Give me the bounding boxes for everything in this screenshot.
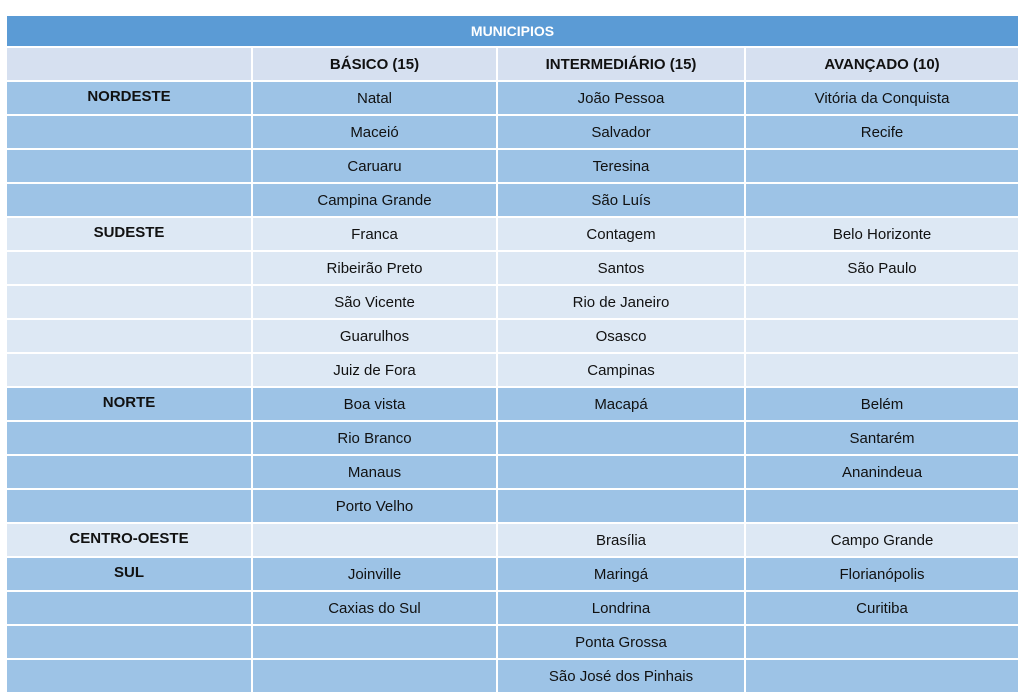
intermediario-cell: [497, 421, 745, 455]
table-row: [6, 251, 1019, 285]
basico-cell: Caruaru: [252, 149, 497, 183]
table-row: [6, 557, 1019, 591]
basico-cell: São Vicente: [252, 285, 497, 319]
table-row: [6, 489, 1019, 523]
intermediario-cell: Salvador: [497, 115, 745, 149]
intermediario-cell: Teresina: [497, 149, 745, 183]
intermediario-cell: Rio de Janeiro: [497, 285, 745, 319]
basico-cell: Ribeirão Preto: [252, 251, 497, 285]
avancado-cell: [745, 489, 1019, 523]
header-row: [6, 47, 1019, 81]
region-cell: [6, 251, 252, 285]
basico-cell: Caxias do Sul: [252, 591, 497, 625]
header-avancado: AVANÇADO (10): [745, 47, 1019, 81]
avancado-cell: Recife: [745, 115, 1019, 149]
table-row: [6, 81, 1019, 115]
region-cell: [6, 659, 252, 693]
basico-cell: Joinville: [252, 557, 497, 591]
table-row: [6, 319, 1019, 353]
table-row: [6, 217, 1019, 251]
basico-cell: Manaus: [252, 455, 497, 489]
avancado-cell: Santarém: [745, 421, 1019, 455]
table-row: [6, 523, 1019, 557]
intermediario-cell: Santos: [497, 251, 745, 285]
intermediario-cell: Campinas: [497, 353, 745, 387]
avancado-cell: Vitória da Conquista: [745, 81, 1019, 115]
avancado-cell: [745, 183, 1019, 217]
intermediario-cell: Londrina: [497, 591, 745, 625]
basico-cell: [252, 659, 497, 693]
municipios-table-container: [5, 14, 1018, 694]
region-cell: SUL: [6, 557, 252, 591]
table-row: [6, 115, 1019, 149]
table-row: [6, 625, 1019, 659]
region-cell: [6, 149, 252, 183]
avancado-cell: Florianópolis: [745, 557, 1019, 591]
avancado-cell: [745, 285, 1019, 319]
basico-cell: Maceió: [252, 115, 497, 149]
region-cell: CENTRO-OESTE: [6, 523, 252, 557]
region-cell: [6, 115, 252, 149]
table-row: [6, 591, 1019, 625]
region-cell: [6, 319, 252, 353]
table-row: [6, 285, 1019, 319]
basico-cell: Juiz de Fora: [252, 353, 497, 387]
header-basico: BÁSICO (15): [252, 47, 497, 81]
table-row: [6, 149, 1019, 183]
region-cell: [6, 353, 252, 387]
region-cell: NORTE: [6, 387, 252, 421]
region-cell: [6, 591, 252, 625]
basico-cell: Boa vista: [252, 387, 497, 421]
basico-cell: Guarulhos: [252, 319, 497, 353]
region-cell: [6, 625, 252, 659]
region-cell: [6, 285, 252, 319]
intermediario-cell: [497, 455, 745, 489]
basico-cell: Franca: [252, 217, 497, 251]
region-cell: [6, 421, 252, 455]
avancado-cell: Campo Grande: [745, 523, 1019, 557]
avancado-cell: [745, 625, 1019, 659]
avancado-cell: Belo Horizonte: [745, 217, 1019, 251]
basico-cell: [252, 625, 497, 659]
avancado-cell: [745, 353, 1019, 387]
intermediario-cell: Maringá: [497, 557, 745, 591]
header-intermediario: INTERMEDIÁRIO (15): [497, 47, 745, 81]
table-row: [6, 387, 1019, 421]
basico-cell: Rio Branco: [252, 421, 497, 455]
region-cell: SUDESTE: [6, 217, 252, 251]
avancado-cell: Curitiba: [745, 591, 1019, 625]
region-cell: [6, 489, 252, 523]
avancado-cell: [745, 659, 1019, 693]
region-cell: [6, 183, 252, 217]
intermediario-cell: Osasco: [497, 319, 745, 353]
intermediario-cell: João Pessoa: [497, 81, 745, 115]
intermediario-cell: São Luís: [497, 183, 745, 217]
intermediario-cell: São José dos Pinhais: [497, 659, 745, 693]
table-row: [6, 659, 1019, 693]
avancado-cell: [745, 319, 1019, 353]
table-title: MUNICIPIOS: [6, 15, 1019, 47]
region-cell: NORDESTE: [6, 81, 252, 115]
basico-cell: [252, 523, 497, 557]
avancado-cell: Ananindeua: [745, 455, 1019, 489]
basico-cell: Natal: [252, 81, 497, 115]
avancado-cell: [745, 149, 1019, 183]
avancado-cell: São Paulo: [745, 251, 1019, 285]
intermediario-cell: Brasília: [497, 523, 745, 557]
region-cell: [6, 455, 252, 489]
intermediario-cell: Macapá: [497, 387, 745, 421]
municipios-table: [5, 14, 1020, 694]
basico-cell: Porto Velho: [252, 489, 497, 523]
intermediario-cell: Contagem: [497, 217, 745, 251]
basico-cell: Campina Grande: [252, 183, 497, 217]
table-row: [6, 455, 1019, 489]
intermediario-cell: [497, 489, 745, 523]
intermediario-cell: Ponta Grossa: [497, 625, 745, 659]
table-row: [6, 421, 1019, 455]
table-row: [6, 353, 1019, 387]
header-region: [6, 47, 252, 81]
table-row: [6, 183, 1019, 217]
avancado-cell: Belém: [745, 387, 1019, 421]
